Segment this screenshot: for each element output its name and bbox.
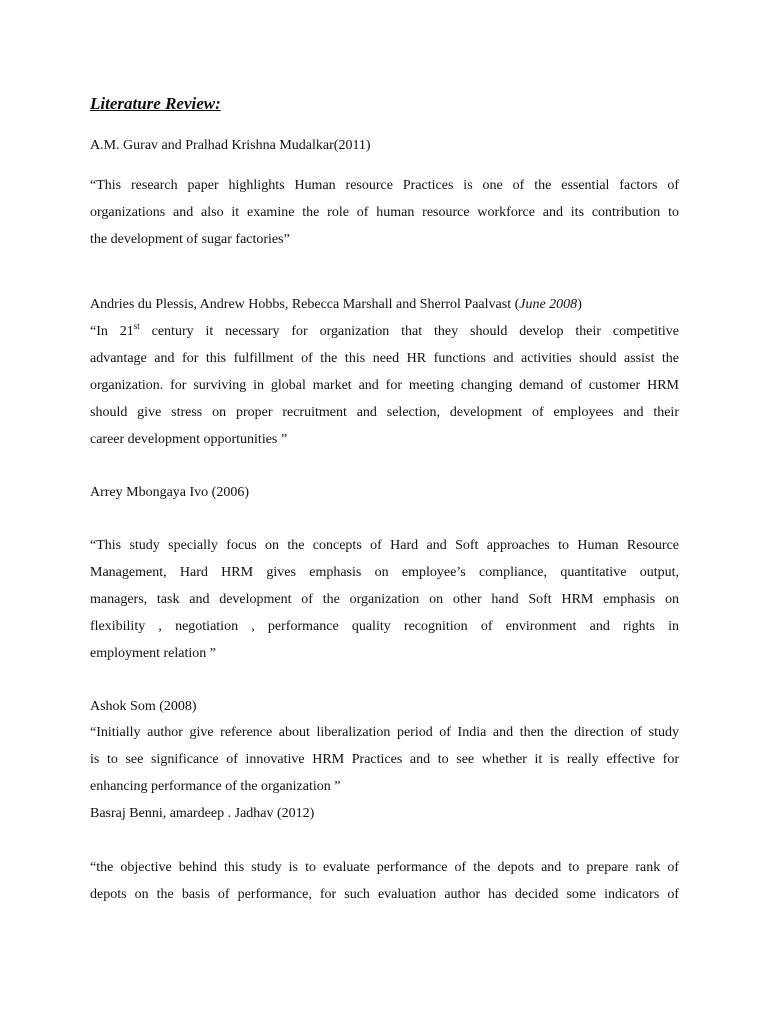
- quote-line: “This research paper highlights Human resource Practices is one of the essential factors of: [90, 178, 679, 193]
- quote-line: the development of sugar factories”: [90, 232, 290, 247]
- citation-authors: Andries du Plessis, Andrew Hobbs, Rebecca Marshall and Sherrol Paalvast (: [90, 297, 520, 312]
- citation-som: Ashok Som (2008): [90, 699, 197, 714]
- quote-line: organization. for surviving in global market and for meeting changing demand of customer HRM: [90, 378, 679, 393]
- quote-line: “the objective behind this study is to evaluate performance of the depots and to prepare rank of: [90, 860, 679, 875]
- section-heading: Literature Review:: [90, 94, 221, 113]
- quote-line: should give stress on proper recruitment and selection, development of employees and their: [90, 405, 679, 420]
- quote-benni: [90, 854, 679, 908]
- quote-fragment: “In 21: [90, 324, 134, 339]
- citation-benni: Basraj Benni, amardeep . Jadhav (2012): [90, 806, 315, 821]
- quote-line: is to see significance of innovative HRM Practices and to see whether it is really effective for: [90, 752, 679, 767]
- quote-line: advantage and for this fulfillment of the this need HR functions and activities should assist the: [90, 351, 679, 366]
- quote-line: employment relation ”: [90, 646, 216, 661]
- citation-du-plessis: [90, 296, 679, 314]
- quote-gurav: [90, 172, 679, 253]
- quote-line: organizations and also it examine the role of human resource workforce and its contribution to: [90, 205, 679, 220]
- quote-fragment: century it necessary for organization that they should develop their competitive: [139, 324, 679, 339]
- quote-line: Management, Hard HRM gives emphasis on employee’s compliance, quantitative output,: [90, 565, 679, 580]
- citation-date: June 2008: [519, 297, 578, 312]
- quote-ivo: [90, 532, 679, 667]
- document-page: [90, 0, 679, 1024]
- quote-som: [90, 719, 679, 800]
- quote-line: managers, task and development of the organization on other hand Soft HRM emphasis on: [90, 592, 679, 607]
- superscript-st: st: [133, 321, 140, 331]
- quote-line: “This study specially focus on the concepts of Hard and Soft approaches to Human Resource: [90, 538, 679, 553]
- citation-close: ): [577, 297, 582, 312]
- quote-line: depots on the basis of performance, for such evaluation author has decided some indicators of: [90, 887, 679, 902]
- citation-ivo: Arrey Mbongaya Ivo (2006): [90, 485, 250, 500]
- citation-gurav: A.M. Gurav and Pralhad Krishna Mudalkar(2011): [90, 138, 371, 153]
- quote-line: “Initially author give reference about liberalization period of India and then the direction of study: [90, 725, 679, 740]
- quote-line: [90, 318, 679, 345]
- quote-line: flexibility , negotiation , performance quality recognition of environment and rights in: [90, 619, 679, 634]
- quote-du-plessis: [90, 318, 679, 453]
- quote-line: enhancing performance of the organization ”: [90, 779, 341, 794]
- quote-line: career development opportunities ”: [90, 432, 288, 447]
